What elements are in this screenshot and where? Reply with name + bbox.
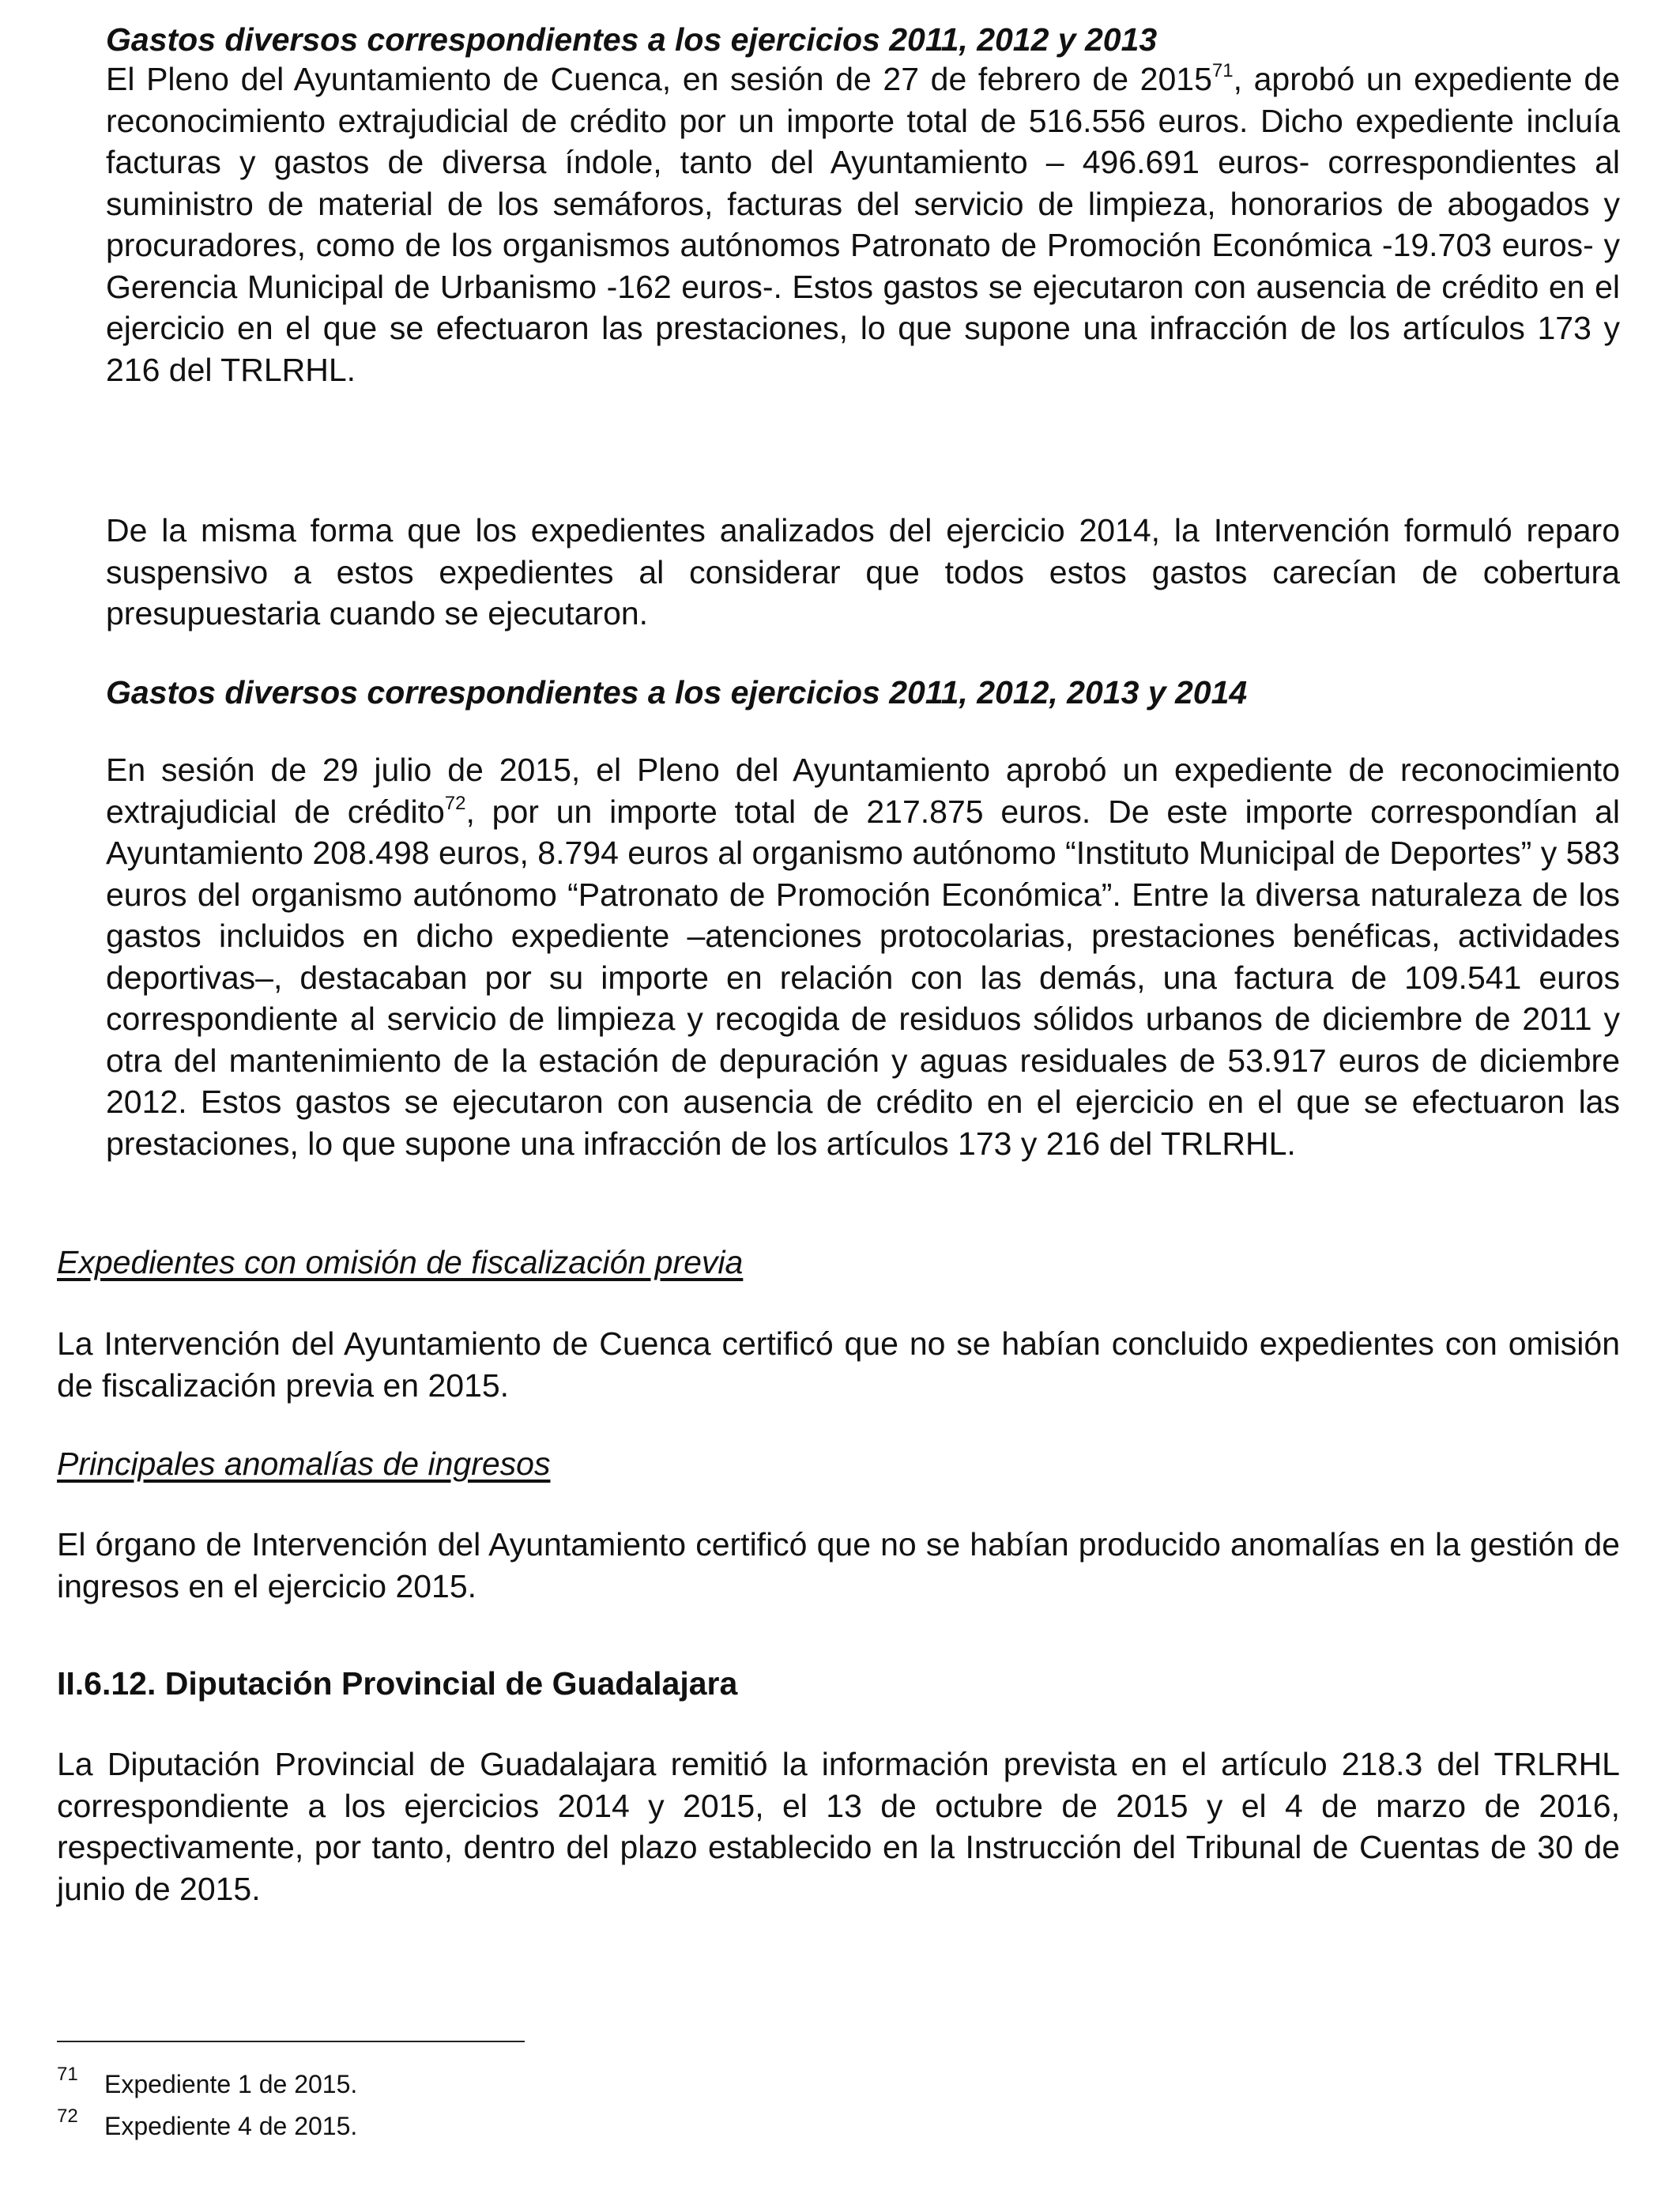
subheading-omision-fiscalizacion: Expedientes con omisión de fiscalización previa	[57, 1244, 744, 1280]
paragraph-sesion-julio-2015: En sesión de 29 julio de 2015, el Pleno del Ayuntamiento aprobó un expediente de reconocimiento extrajudicial de crédito$^{72}$, por un importe total de 217.875 euros. De este importe correspondían al Ayuntamiento 208.498 euros, 8.794 euros al organismo autónomo “Instituto Municipal de Deportes” y 583 euros del organismo autónomo “Patronato de Promoción Económica”. Entre la diversa naturaleza de los gastos incluidos en dicho expediente –atenciones protocolarias, prestaciones benéficas, actividades deportivas–, destacaban por su importe en relación con las demás, una factura de 109.541 euros correspondiente al servicio de limpieza y recogida de residuos sólidos urbanos de diciembre de 2011 y otra del mantenimiento de la estación de depuración y aguas residuales de 53.917 euros de diciembre 2012. Estos gastos se ejecutaron con ausencia de crédito en el ejercicio en el que se efectuaron las prestaciones, lo que supone una infracción de los artículos 173 y 216 del TRLRHL.	[106, 752, 1621, 1162]
subheading-anomalias-ingresos: Principales anomalías de ingresos	[57, 1446, 551, 1482]
paragraph-pleno-cuenca: El Pleno del Ayuntamiento de Cuenca, en sesión de 27 de febrero de 2015$^{71}$, aprobó un expediente de reconocimiento extrajudicial de crédito por un importe total de 516.556 euros. Dicho expediente incluía facturas y gastos de diversa índole, tanto del Ayuntamiento – 496.691 euros- correspondientes al suministro de material de los semáforos, facturas del servicio de limpieza, honorarios de abogados y procuradores, como de los organismos autónomos Patronato de Promoción Económica -19.703 euros- y Gerencia Municipal de Urbanismo -162 euros-. Estos gastos se ejecutaron con ausencia de crédito en el ejercicio en el que se efectuaron las prestaciones, lo que supone una infracción de los artículos 173 y 216 del TRLRHL.	[106, 60, 1620, 388]
paragraph-intervencion-cuenca: La Intervención del Ayuntamiento de Cuenca certificó que no se habían concluido expedientes con omisión de fiscalización previa en 2015.	[57, 1325, 1620, 1404]
paragraph-reparo-suspensivo: De la misma forma que los expedientes analizados del ejercicio 2014, la Intervención formuló reparo suspensivo a estos expedientes al considerar que todos estos gastos carecían de cobertura presupuestaria cuando se ejecutaron.	[106, 512, 1620, 631]
document-page: Gastos diversos correspondientes a los ejercicios 2011, 2012 y 2013 El Pleno del Ayuntamiento de Cuenca, en sesión de 27 de febrero de 2015$^{71}$, aprobó un expediente de reconocimiento extrajudicial de crédito por un importe total de 516.556 euros. Dicho expediente incluía facturas y gastos de diversa índole, tanto del Ayuntamiento – 496.691 euros- correspondientes al suministro de material de los semáforos, facturas del servicio de limpieza, honorarios de abogados y procuradores, como de los organismos autónomos Patronato de Promoción Económica -19.703 euros- y Gerencia Municipal de Urbanismo -162 euros-. Estos gastos se ejecutaron con ausencia de crédito en el ejercicio en el que se efectuaron las prestaciones, lo que supone una infracción de los artículos 173 y 216 del TRLRHL. De la misma forma que los expedientes analizados del ejercicio 2014, la Intervención formuló reparo suspensivo a estos expedientes al considerar que todos estos gastos carecían de cobertura presupuestaria cuando se ejecutaron. Gastos diversos correspondientes a los ejercicios 2011, 2012, 2013 y 2014 En sesión de 29 julio de 2015, el Pleno del Ayuntamiento aprobó un expediente de reconocimiento extrajudicial de crédito$^{72}$, por un importe total de 217.875 euros. De este importe correspondían al Ayuntamiento 208.498 euros, 8.794 euros al organismo autónomo “Instituto Municipal de Deportes” y 583 euros del organismo autónomo “Patronato de Promoción Económica”. Entre la diversa naturaleza de los gastos incluidos en dicho expediente –atenciones protocolarias, prestaciones benéficas, actividades deportivas–, destacaban por su importe en relación con las demás, una factura de 109.541 euros correspondiente al servicio de limpieza y recogida de residuos sólidos urbanos de diciembre de 2011 y otra del mantenimiento de la estación de depuración y aguas residuales de 53.917 euros de diciembre 2012. Estos gastos se ejecutaron con ausencia de crédito en el ejercicio en el que se efectuaron las prestaciones, lo que supone una infracción de los artículos 173 y 216 del TRLRHL. Expedientes con omisión de fiscalización previa La Intervención del Ayuntamiento de Cuenca certificó que no se habían concluido expedientes con omisión de fiscalización previa en 2015. Principales anomalías de ingresos El órgano de Intervención del Ayuntamiento certificó que no se habían producido anomalías en la gestión de ingresos en el ejercicio 2015. II.6.12. Diputación Provincial de Guadalajara La Diputación Provincial de Guadalajara remitió la información prevista en el artículo 218.3 del TRLRHL correspondiente a los ejercicios 2014 y 2015, el 13 de octubre de 2015 y el 4 de marzo de 2016, respectivamente, por tanto, dentro del plazo establecido en la Instrucción del Tribunal de Cuentas de 30 de junio de 2015. 71 Expediente 1 de 2015. 72 Expediente 4 de 2015.	[57, 0, 1620, 2194]
paragraph-diputacion-guadalajara: La Diputación Provincial de Guadalajara remitió la información prevista en el artículo 218.3 del TRLRHL correspondiente a los ejercicios 2014 y 2015, el 13 de octubre de 2015 y el 4 de marzo de 2016, respectivamente, por tanto, dentro del plazo establecido en la Instrucción del Tribunal de Cuentas de 30 de junio de 2015.	[57, 1746, 1620, 1907]
paragraph-organo-intervencion: El órgano de Intervención del Ayuntamiento certificó que no se habían producido anomalías en la gestión de ingresos en el ejercicio 2015.	[57, 1526, 1620, 1604]
footnote-separator	[57, 2041, 525, 2042]
footnote-ref-71[interactable]: 71	[1211, 60, 1234, 81]
subheading-gastos-2011-2013: Gastos diversos correspondientes a los ejercicios 2011, 2012 y 2013	[106, 21, 1158, 58]
subheading-gastos-2011-2014: Gastos diversos correspondientes a los ejercicios 2011, 2012, 2013 y 2014	[106, 674, 1248, 711]
footnote-ref-72[interactable]: 72	[444, 792, 466, 814]
section-title-diputacion-guadalajara: II.6.12. Diputación Provincial de Guadalajara	[57, 1665, 738, 1702]
